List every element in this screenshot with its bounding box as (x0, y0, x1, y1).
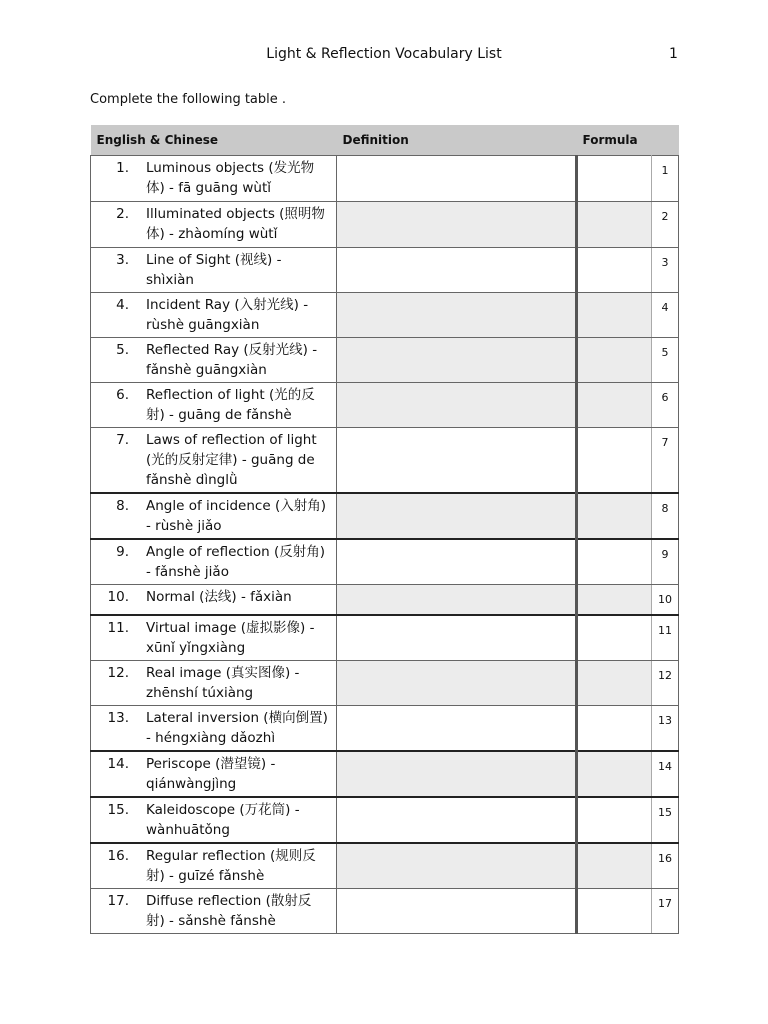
term-cell (91, 338, 337, 383)
formula-cell[interactable] (577, 202, 652, 248)
formula-cell[interactable] (577, 615, 652, 661)
definition-cell[interactable] (337, 660, 577, 705)
term-text: Diffuse reflection (散射反射) - sǎnshè fǎnshè (146, 892, 312, 929)
term-text: Angle of reflection (反射角) - fǎnshè jiǎo (146, 544, 325, 580)
table-row (91, 751, 679, 797)
term-text: Real image (真实图像) - zhēnshí túxiàng (146, 664, 300, 701)
table-row (91, 585, 679, 615)
term-number: 4. (116, 297, 129, 313)
term-cell (91, 156, 337, 202)
formula-cell[interactable] (577, 797, 652, 843)
formula-cell[interactable] (577, 585, 652, 615)
formula-cell[interactable] (577, 248, 652, 293)
definition-cell[interactable] (337, 843, 577, 889)
table-row (91, 156, 679, 202)
vocabulary-table (90, 125, 679, 934)
term-number: 15. (107, 801, 129, 818)
definition-cell[interactable] (337, 202, 577, 248)
term-cell (91, 585, 337, 615)
term-text: Incident Ray (入射光线) - rùshè guāngxiàn (146, 297, 309, 333)
column-header-formula: Formula (577, 125, 679, 156)
term-text: Normal (法线) - fǎxiàn (146, 589, 292, 605)
row-index: 17 (652, 888, 679, 933)
table-row (91, 202, 679, 248)
formula-cell[interactable] (577, 843, 652, 889)
term-text: Kaleidoscope (万花筒) - wànhuātǒng (146, 801, 300, 838)
term-cell (91, 705, 337, 751)
row-index: 2 (652, 202, 679, 248)
row-index: 6 (652, 383, 679, 428)
term-number: 8. (116, 498, 129, 514)
definition-cell[interactable] (337, 585, 577, 615)
term-cell (91, 493, 337, 539)
term-number: 9. (116, 544, 129, 560)
table-row (91, 383, 679, 428)
term-text: Reflection of light (光的反射) - guāng de fǎnshè (146, 387, 315, 423)
term-cell (91, 202, 337, 248)
table-row (91, 843, 679, 889)
definition-cell[interactable] (337, 888, 577, 933)
definition-cell[interactable] (337, 493, 577, 539)
term-cell (91, 797, 337, 843)
term-number: 3. (116, 252, 129, 268)
table-row (91, 428, 679, 494)
term-number: 6. (116, 387, 129, 403)
formula-cell[interactable] (577, 660, 652, 705)
row-index: 16 (652, 843, 679, 889)
formula-cell[interactable] (577, 539, 652, 585)
term-cell (91, 539, 337, 585)
formula-cell[interactable] (577, 888, 652, 933)
row-index: 1 (652, 156, 679, 202)
table-row (91, 338, 679, 383)
term-text: Periscope (潜望镜) - qiánwàngjìng (146, 755, 276, 792)
page-number: 1 (669, 46, 678, 62)
term-number: 10. (107, 589, 129, 605)
definition-cell[interactable] (337, 751, 577, 797)
term-cell (91, 843, 337, 889)
term-text: Line of Sight (视线) - shìxiàn (146, 252, 282, 288)
term-number: 7. (116, 432, 129, 448)
term-number: 2. (116, 206, 129, 222)
instruction-text: Complete the following table . (90, 92, 287, 107)
row-index: 11 (652, 615, 679, 661)
table-row (91, 615, 679, 661)
term-number: 17. (107, 892, 129, 909)
term-text: Luminous objects (发光物体) - fā guāng wùtǐ (146, 160, 315, 196)
term-text: Virtual image (虚拟影像) - xūnǐ yǐngxiàng (146, 619, 315, 656)
term-number: 1. (116, 160, 129, 176)
formula-cell[interactable] (577, 383, 652, 428)
row-index: 13 (652, 705, 679, 751)
term-number: 13. (107, 709, 129, 726)
row-index: 14 (652, 751, 679, 797)
formula-cell[interactable] (577, 705, 652, 751)
term-text: Angle of incidence (入射角) - rùshè jiǎo (146, 498, 326, 534)
column-header-english-chinese: English & Chinese (91, 125, 337, 156)
term-text: Reflected Ray (反射光线) - fǎnshè guāngxiàn (146, 342, 318, 378)
term-cell (91, 383, 337, 428)
definition-cell[interactable] (337, 705, 577, 751)
row-index: 5 (652, 338, 679, 383)
term-text: Regular reflection (规则反射) - guīzé fǎnshè (146, 847, 316, 884)
term-text: Illuminated objects (照明物体) - zhàomíng wùtǐ (146, 206, 325, 242)
table-body (91, 156, 679, 934)
definition-cell[interactable] (337, 156, 577, 202)
table-row (91, 493, 679, 539)
row-index: 7 (652, 428, 679, 494)
term-cell (91, 660, 337, 705)
row-index: 3 (652, 248, 679, 293)
term-number: 14. (107, 755, 129, 772)
definition-cell[interactable] (337, 338, 577, 383)
table-row (91, 797, 679, 843)
formula-cell[interactable] (577, 493, 652, 539)
row-index: 12 (652, 660, 679, 705)
row-index: 4 (652, 293, 679, 338)
term-text: Laws of reflection of light (光的反射定律) - guāng de fǎnshè dìnglǜ (146, 432, 317, 488)
table-row (91, 660, 679, 705)
row-index: 10 (652, 585, 679, 615)
term-cell (91, 615, 337, 661)
term-number: 16. (107, 847, 129, 864)
term-text: Lateral inversion (横向倒置) - héngxiàng dǎozhì (146, 709, 328, 746)
term-cell (91, 293, 337, 338)
definition-cell[interactable] (337, 383, 577, 428)
term-cell (91, 888, 337, 933)
definition-cell[interactable] (337, 615, 577, 661)
table-row (91, 539, 679, 585)
definition-cell[interactable] (337, 797, 577, 843)
table-row (91, 293, 679, 338)
row-index: 8 (652, 493, 679, 539)
term-number: 12. (107, 664, 129, 681)
table-row (91, 248, 679, 293)
formula-cell[interactable] (577, 338, 652, 383)
row-index: 9 (652, 539, 679, 585)
term-number: 5. (116, 342, 129, 358)
row-index: 15 (652, 797, 679, 843)
page-title: Light & Reflection Vocabulary List (266, 46, 502, 62)
term-cell (91, 751, 337, 797)
formula-cell[interactable] (577, 751, 652, 797)
formula-cell[interactable] (577, 428, 652, 494)
definition-cell[interactable] (337, 248, 577, 293)
definition-cell[interactable] (337, 539, 577, 585)
term-number: 11. (107, 619, 129, 636)
table-row (91, 888, 679, 933)
definition-cell[interactable] (337, 293, 577, 338)
term-cell (91, 248, 337, 293)
column-header-definition: Definition (337, 125, 577, 156)
definition-cell[interactable] (337, 428, 577, 494)
formula-cell[interactable] (577, 156, 652, 202)
table-row (91, 705, 679, 751)
term-cell (91, 428, 337, 494)
table-header-row (91, 125, 679, 156)
formula-cell[interactable] (577, 293, 652, 338)
